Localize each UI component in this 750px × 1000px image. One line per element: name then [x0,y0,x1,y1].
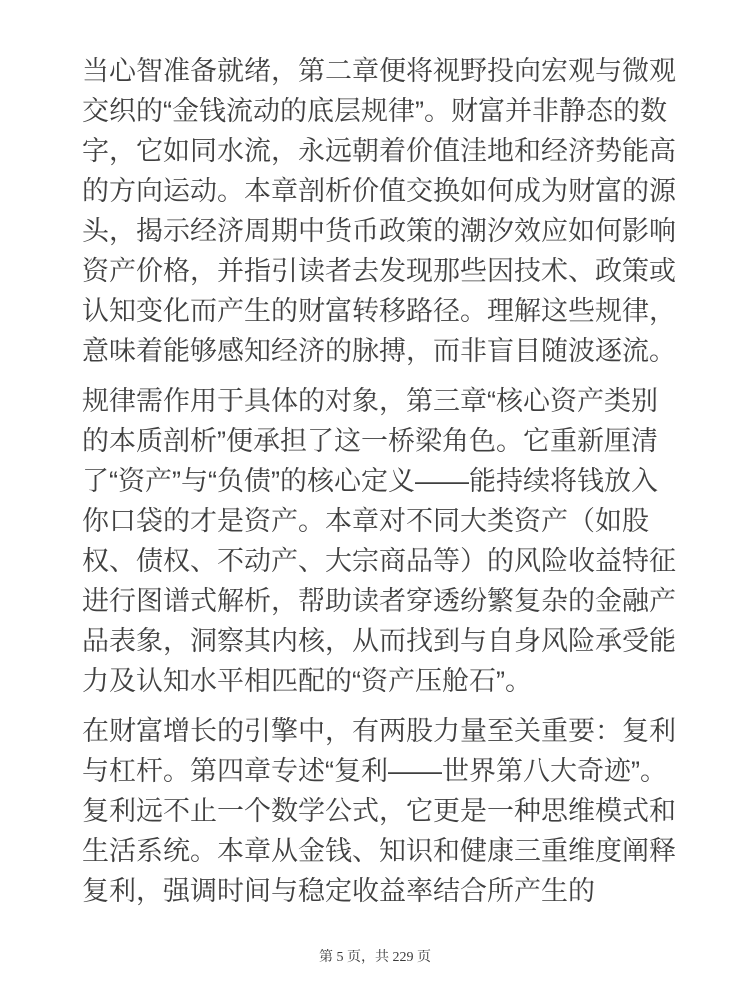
document-body [82,51,678,921]
paragraph-chapter-4: 在财富增长的引擎中，有两股力量至关重要：复利与杠杆。第四章专述“复利——世界第八大奇迹”。复利远不止一个数学公式，它更是一种思维模式和生活系统。本章从金钱、知识和健康三重维度阐释复利，强调时间与稳定收益率结合所产生的 [82,716,676,906]
paragraph-chapter-2: 当心智准备就绪，第二章便将视野投向宏观与微观交织的“金钱流动的底层规律”。财富并非静态的数字，它如同水流，永远朝着价值洼地和经济势能高的方向运动。本章剖析价值交换如何成为财富的源头，揭示经济周期中货币政策的潮汐效应如何影响资产价格，并指引读者去发现那些因技术、政策或认知变化而产生的财富转移路径。理解这些规律，意味着能够感知经济的脉搏，而非盲目随波逐流。 [82,56,676,366]
paragraph-chapter-3: 规律需作用于具体的对象，第三章“核心资产类别的本质剖析”便承担了这一桥梁角色。它重新厘清了“资产”与“负债”的核心定义——能持续将钱放入你口袋的才是资产。本章对不同大类资产（如股权、债权、不动产、大宗商品等）的风险收益特征进行图谱式解析，帮助读者穿透纷繁复杂的金融产品表象，洞察其内核，从而找到与自身风险承受能力及认知水平相匹配的“资产压舱石”。 [82,386,676,696]
page-number-footer: 第 5 页，共 229 页 [319,950,431,965]
